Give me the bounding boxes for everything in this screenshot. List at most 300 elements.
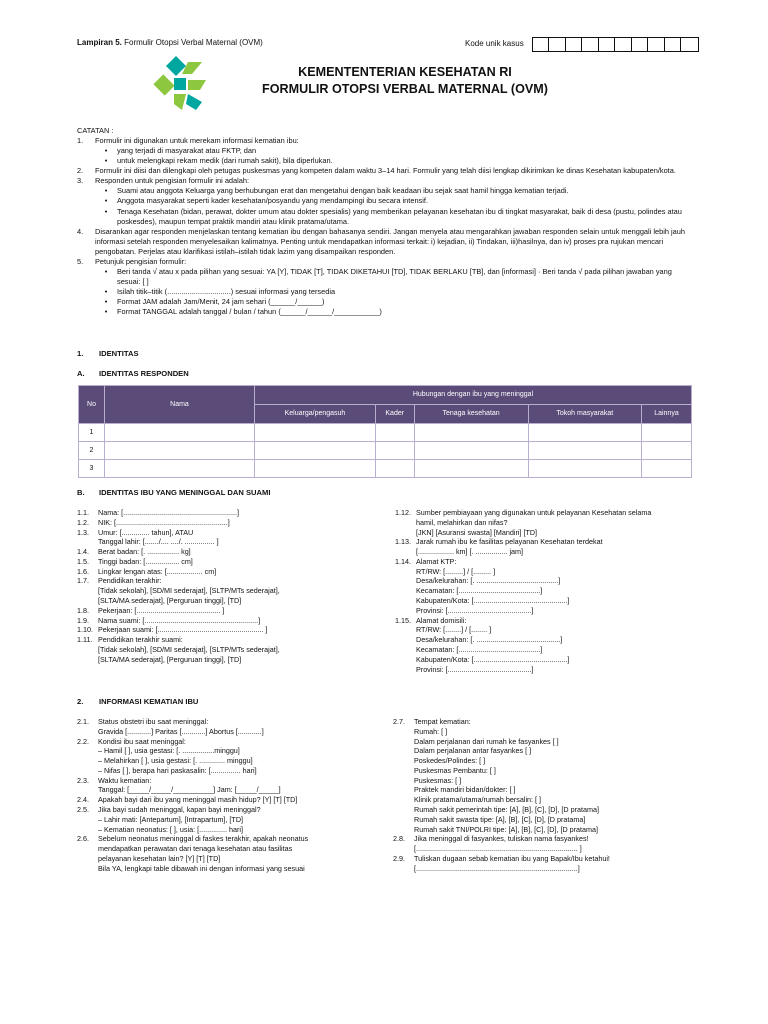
notes-list [77, 136, 692, 317]
note-number: 1. [77, 136, 84, 146]
field-number: 1.2. [77, 517, 89, 527]
field-number: 2.1. [77, 717, 89, 726]
field-text: Waktu kematian: [98, 775, 152, 785]
field-number: 1.13. [395, 537, 411, 547]
col-header-cadre: Kader [375, 405, 414, 424]
field-number [393, 805, 414, 815]
field-number [395, 635, 416, 645]
col-header-name: Nama [105, 386, 255, 424]
field-text: Pendidikan terakhir suami: [98, 635, 183, 645]
form-field[interactable] [77, 655, 377, 665]
field-text: Puskesmas: [ ] [414, 775, 462, 785]
form-field[interactable] [77, 596, 377, 606]
field-number [393, 844, 414, 854]
notes-section [77, 126, 692, 317]
form-field[interactable] [395, 537, 695, 547]
form-field[interactable] [77, 834, 387, 844]
form-field[interactable] [393, 727, 693, 737]
note-item [77, 136, 692, 146]
field-text: Dalam perjalanan antar fasyankes [ ] [414, 746, 532, 756]
form-field[interactable] [77, 567, 377, 577]
note-number: 4. [77, 226, 84, 236]
field-text: Praktek mandiri bidan/dokter: [ ] [414, 785, 516, 795]
field-text: – Lahir mati: [Antepartum], [Intrapartum], [TD] [98, 814, 244, 824]
note-bullet-text: Suami atau anggota Keluarga yang berhubungan erat dan mengetahui dengan baik keadaan ibu sejak saat hamil hingga kematian terjadi. [117, 186, 569, 196]
form-field[interactable] [395, 625, 695, 635]
form-field[interactable] [393, 766, 693, 776]
note-text: Formulir ini diisi dan dilengkapi oleh petugas puskesmas yang kompeten dalam waktu 3–14 hari. Formulir yang telah diisi lengkap dikirimkan ke dinas Kesehatan kabupaten/kota. [95, 166, 676, 176]
form-field[interactable] [395, 616, 695, 626]
section-2-heading [77, 697, 198, 707]
field-text: Tanggal lahir: [......./.... ..../. ............... ] [98, 537, 219, 547]
field-number [77, 815, 98, 825]
table-cell[interactable] [255, 424, 376, 442]
note-bullet [77, 186, 692, 196]
table-cell[interactable] [105, 442, 255, 460]
note-number: 5. [77, 256, 84, 266]
section-1-heading [77, 349, 139, 359]
field-number [395, 596, 416, 606]
field-text: [SLTA/MA sederajat], [Perguruan tinggi], [TD] [98, 596, 242, 606]
field-number: 1.4. [77, 547, 89, 557]
field-number: 1.7. [77, 576, 89, 586]
field-text: RT/RW: [........] / [........ ] [416, 625, 492, 635]
form-field[interactable] [393, 785, 693, 795]
form-field[interactable] [77, 508, 377, 518]
form-field[interactable] [395, 508, 695, 518]
table-cell[interactable] [255, 442, 376, 460]
field-text: [.................. km] [. ................ jam] [416, 547, 524, 557]
field-text: Nama suami: [.........................................................] [98, 615, 261, 625]
field-text: Sebelum neonatus meninggal di faskes terakhir, apakah neonatus [98, 834, 309, 844]
section-b-number: B. [77, 488, 85, 497]
note-bullet [77, 307, 692, 317]
field-number [395, 665, 416, 675]
row-number: 1 [79, 424, 105, 442]
col-header-health-worker: Tenaga kesehatan [414, 405, 528, 424]
bullet-icon: • [104, 287, 108, 296]
table-cell[interactable] [414, 460, 528, 478]
field-text: [Tidak sekolah], [SD/MI sederajat], [SLTP/MTs sederajat], [98, 586, 280, 596]
field-text: – Nifas [ ], berapa hari paskasalin: [............... hari] [98, 765, 257, 775]
form-field[interactable] [77, 776, 387, 786]
field-number: 2.9. [393, 853, 405, 863]
field-number [393, 756, 414, 766]
case-code-digit-box[interactable] [681, 38, 698, 51]
note-bullet-text: Isilah titik–titik (...............................) sesuai informasi yang tersedia [117, 287, 336, 296]
field-number [395, 625, 416, 635]
case-code [465, 37, 699, 52]
field-text: Pekerjaan suami: [..................................................... ] [98, 625, 268, 635]
field-number: 1.5. [77, 556, 89, 566]
form-field[interactable] [393, 805, 693, 815]
form-field[interactable] [395, 596, 695, 606]
field-text: Puskesmas Pembantu: [ ] [414, 765, 496, 775]
field-number: 2.6. [77, 834, 89, 844]
table-cell[interactable] [255, 460, 376, 478]
field-number [395, 547, 416, 557]
bullet-icon: • [104, 206, 108, 216]
notes-heading: CATATAN : [77, 126, 114, 135]
bullet-icon: • [104, 196, 108, 206]
form-field[interactable] [77, 805, 387, 815]
field-text: – Kematian neonatus: [ ], usia: [.............. hari] [98, 824, 244, 834]
table-cell[interactable] [414, 442, 528, 460]
note-bullet-text: Anggota masyarakat seperti kader kesehatan/posyandu yang mendampingi ibu secara intensif. [117, 196, 429, 206]
field-number [395, 518, 416, 528]
field-text: [Tidak sekolah], [SD/MI sederajat], [SLTP/MTs sederajat], [98, 644, 280, 654]
field-number: 1.6. [77, 566, 89, 576]
note-number: 3. [77, 176, 84, 186]
form-field[interactable] [77, 795, 387, 805]
case-code-digit-box[interactable] [549, 38, 566, 51]
field-text: Umur: [.............. tahun], ATAU [98, 527, 194, 537]
form-field[interactable] [77, 825, 387, 835]
form-field[interactable] [393, 746, 693, 756]
attachment-title: Formulir Otopsi Verbal Maternal (OVM) [121, 38, 263, 47]
field-text: Apakah bayi dari ibu yang meninggal masih hidup? [Y] [T] [TD] [98, 795, 298, 805]
field-number [393, 737, 414, 747]
field-text: Kondisi ibu saat meninggal: [98, 736, 186, 746]
field-number [395, 606, 416, 616]
field-text: Tanggal: [_____/_____/__________] Jam: [_____/_____] [98, 785, 281, 795]
field-text: Status obstetri ibu saat meninggal: [98, 717, 209, 726]
table-row [79, 442, 692, 460]
attachment-label [77, 38, 263, 49]
field-number [393, 776, 414, 786]
form-field[interactable] [393, 815, 693, 825]
note-bullet [77, 207, 692, 227]
table-cell[interactable] [375, 442, 414, 460]
col-header-family: Keluarga/pengasuh [255, 405, 376, 424]
field-text: [................................................................................. ] [414, 844, 582, 854]
field-number [77, 854, 98, 864]
field-number [77, 596, 98, 606]
field-text: Sumber pembiayaan yang digunakan untuk pelayanan Kesehatan selama [416, 508, 652, 517]
form-field[interactable] [395, 576, 695, 586]
field-text: Desa/kelurahan: [. ..........................................] [416, 635, 563, 645]
death-info-left-column [77, 717, 387, 874]
bullet-icon: • [104, 186, 108, 196]
note-number: 2. [77, 166, 84, 176]
table-cell[interactable] [641, 460, 691, 478]
field-number: 1.15. [395, 615, 411, 625]
note-bullet [77, 156, 692, 166]
identity-right-column [395, 508, 695, 674]
form-field[interactable] [77, 864, 387, 874]
form-field[interactable] [395, 665, 695, 675]
note-item [77, 176, 692, 186]
respondent-table [78, 385, 692, 478]
note-bullet [77, 267, 692, 287]
form-field[interactable] [77, 844, 387, 854]
form-field[interactable] [77, 727, 387, 737]
field-text: [.................................................................................] [414, 863, 580, 873]
section-a-number: A. [77, 369, 85, 378]
col-header-no: No [79, 386, 105, 424]
section-b-label: IDENTITAS IBU YANG MENINGGAL DAN SUAMI [99, 488, 271, 497]
form-field[interactable] [395, 518, 695, 528]
case-code-digit-box[interactable] [533, 38, 550, 51]
row-number: 2 [79, 442, 105, 460]
form-field[interactable] [77, 635, 377, 645]
field-number [393, 766, 414, 776]
form-field[interactable] [393, 834, 693, 844]
field-text: Desa/kelurahan: [. .........................................] [416, 576, 561, 586]
form-field[interactable] [395, 547, 695, 557]
field-number: 2.2. [77, 736, 89, 746]
field-number [395, 567, 416, 577]
field-number [77, 537, 98, 547]
section-2-label: INFORMASI KEMATIAN IBU [99, 697, 199, 706]
field-text: Poskedes/Polindes: [ ] [414, 756, 486, 766]
case-code-boxes [532, 37, 699, 52]
field-text: Jarak rumah ibu ke fasilitas pelayanan Kesehatan terdekat [416, 537, 603, 547]
field-number: 1.12. [395, 508, 411, 517]
note-bullet [77, 287, 692, 297]
field-number [393, 746, 414, 756]
note-item [77, 257, 692, 267]
form-field[interactable] [77, 537, 377, 547]
field-text: Lingkar lengan atas: [.................. cm] [98, 566, 217, 576]
form-field[interactable] [393, 737, 693, 747]
field-number [77, 586, 98, 596]
field-number: 1.9. [77, 615, 89, 625]
table-cell[interactable] [105, 424, 255, 442]
form-field[interactable] [393, 756, 693, 766]
case-code-digit-box[interactable] [582, 38, 599, 51]
field-text: Bila YA, lengkapi table dibawah ini dengan informasi yang sesuai [98, 863, 305, 873]
note-text: Disarankan agar responden menjelaskan tentang kematian ibu dengan bahasanya sendiri. Jangan menyela atau mengarahkan jawaban responden selain untuk menggali lebih jauh informasi setelah responden menyelesaikan kalimatnya. Penting untuk mendapatkan informasi terkait: i) kejadian, ii) Tindakan, iii)hasilnya, dan iv) proses pra rujukan mencari pengobatan. Perjelas atau klarifikasi istilah–istilah tidak lazim yang disampaikan responden. [95, 226, 686, 256]
form-field[interactable] [77, 717, 387, 727]
field-number: 1.10. [77, 625, 93, 635]
field-text: Tuliskan dugaan sebab kematian ibu yang Bapak/Ibu ketahui! [414, 853, 610, 863]
form-field[interactable] [395, 655, 695, 665]
case-code-digit-box[interactable] [566, 38, 583, 51]
form-field[interactable] [77, 616, 377, 626]
field-text: Alamat domisili: [416, 615, 467, 625]
field-number [393, 825, 414, 835]
field-number [393, 785, 414, 795]
form-field[interactable] [77, 625, 377, 635]
field-number: 2.7. [393, 717, 405, 726]
field-text: Kecamatan: [.........................................] [416, 644, 543, 654]
form-field[interactable] [77, 854, 387, 864]
field-text: Kecamatan: [.........................................] [416, 586, 543, 596]
form-field[interactable] [77, 586, 377, 596]
note-bullet-text: Format TANGGAL adalah tanggal / bulan / tahun (______/______/___________) [117, 307, 382, 317]
form-title-line1: KEMENTENTERIAN KESEHATAN RI [298, 65, 512, 79]
field-text: pelayanan kesehatan lain? [Y] [T] [TD] [98, 853, 221, 863]
note-text: Formulir ini digunakan untuk merekam informasi kematian ibu: [95, 136, 299, 146]
field-number: 1.1. [77, 508, 89, 517]
form-field[interactable] [393, 717, 693, 727]
field-number [393, 815, 414, 825]
row-number: 3 [79, 460, 105, 478]
field-number: 2.5. [77, 805, 89, 815]
form-field[interactable] [77, 547, 377, 557]
case-code-digit-box[interactable] [665, 38, 682, 51]
field-number: 2.8. [393, 834, 405, 844]
note-bullet [77, 146, 692, 156]
field-number [395, 645, 416, 655]
field-text: [JKN] [Asuransi swasta] [Mandiri] [TD] [416, 527, 538, 537]
field-number [77, 645, 98, 655]
field-text: Rumah sakit pemerintah tipe: [A], [B], [C], [D], [D pratama] [414, 805, 599, 815]
bullet-icon: • [104, 146, 108, 156]
section-b-heading [77, 488, 270, 498]
case-code-label: Kode unik kasus [465, 39, 524, 49]
field-number: 1.11. [77, 635, 93, 645]
table-cell[interactable] [105, 460, 255, 478]
col-header-other: Lainnya [641, 405, 691, 424]
form-field[interactable] [77, 576, 377, 586]
section-1-label: IDENTITAS [99, 349, 139, 358]
form-field[interactable] [77, 756, 387, 766]
field-text: hamil, melahirkan dan nifas? [416, 517, 508, 527]
section-2-number: 2. [77, 697, 84, 706]
field-text: Kabupaten/Kota: [...............................................] [416, 596, 570, 606]
field-text: Klinik pratama/utama/rumah bersalin: [ ] [414, 795, 542, 805]
form-field[interactable] [77, 766, 387, 776]
field-text: Rumah: [ ] [414, 726, 448, 736]
form-field[interactable] [395, 586, 695, 596]
table-row [79, 424, 692, 442]
form-field[interactable] [395, 528, 695, 538]
note-bullet-text: yang terjadi di masyarakat atau FKTP, dan [117, 146, 257, 156]
form-field[interactable] [393, 795, 693, 805]
field-number [77, 655, 98, 665]
form-title [210, 64, 600, 97]
form-field[interactable] [395, 567, 695, 577]
form-field[interactable] [393, 854, 693, 864]
form-field[interactable] [77, 746, 387, 756]
field-text: Rumah sakit TNI/POLRI tipe: [A], [B], [C], [D], [D pratama] [414, 824, 599, 834]
form-field[interactable] [395, 557, 695, 567]
field-text: [SLTA/MA sederajat], [Perguruan tinggi], [TD] [98, 654, 242, 664]
note-bullet-text: Tenaga Kesehatan (bidan, perawat, dokter umum atau dokter spesialis) yang memberikan pelayanan kesehatan ibu di tingkat masyarakat, baik di desa (pustu, polindes atau poskesdes), maupun tempat praktik mandiri atau klinik pratama/utama. [117, 206, 682, 226]
case-code-digit-box[interactable] [599, 38, 616, 51]
case-code-digit-box[interactable] [632, 38, 649, 51]
field-text: Pekerjaan: [.......................................... ] [98, 605, 225, 615]
note-bullet-text: Beri tanda √ atau x pada pilihan yang sesuai: YA [Y], TIDAK [T], TIDAK DIKETAHUI [TD], TIDAK BERLAKU [TB], dan [informasi] · Beri tanda √ pada pilihan jawaban yang sesuai: [ ] [117, 266, 672, 286]
field-text: Nama: [.........................................................] [98, 508, 239, 517]
field-number [77, 844, 98, 854]
form-field[interactable] [77, 815, 387, 825]
form-field[interactable] [393, 864, 693, 874]
form-title-line2: FORMULIR OTOPSI VERBAL MATERNAL (OVM) [262, 81, 548, 96]
field-number [395, 576, 416, 586]
field-number [77, 785, 98, 795]
field-text: Berat badan: [. ................ kg] [98, 547, 191, 557]
col-header-relationship: Hubungan dengan ibu yang meninggal [255, 386, 692, 405]
form-field[interactable] [395, 606, 695, 616]
field-number [395, 655, 416, 665]
form-field[interactable] [395, 635, 695, 645]
bullet-icon: • [104, 266, 108, 276]
table-cell[interactable] [375, 460, 414, 478]
form-field[interactable] [393, 844, 693, 854]
field-number [77, 727, 98, 737]
field-number: 2.4. [77, 795, 89, 805]
field-number: 1.14. [395, 556, 411, 566]
field-text: NIK: [........................................................] [98, 517, 230, 527]
case-code-digit-box[interactable] [615, 38, 632, 51]
field-number [77, 756, 98, 766]
table-cell[interactable] [528, 442, 641, 460]
field-number [77, 825, 98, 835]
field-text: Tempat kematian: [414, 717, 471, 726]
field-number [395, 586, 416, 596]
attachment-number: Lampiran 5. [77, 38, 122, 47]
bullet-icon: • [104, 156, 108, 166]
form-field[interactable] [393, 776, 693, 786]
field-number [77, 746, 98, 756]
table-row [79, 460, 692, 478]
ministry-logo [152, 52, 216, 116]
field-text: Gravida [............] Paritas [............] Abortus [............] [98, 726, 264, 736]
table-cell[interactable] [528, 460, 641, 478]
field-text: Pendidikan terakhir: [98, 576, 162, 586]
field-text: Jika meninggal di fasyankes, tuliskan nama fasyankes! [414, 834, 589, 844]
note-text: Petunjuk pengisian formulir: [95, 256, 187, 266]
field-text: Alamat KTP: [416, 556, 457, 566]
form-field[interactable] [77, 528, 377, 538]
field-text: Dalam perjalanan dari rumah ke fasyankes [ ] [414, 736, 559, 746]
field-text: Provinsi: [..........................................] [416, 664, 534, 674]
note-item [77, 227, 692, 257]
field-text: Tinggi badan: [................. cm] [98, 556, 193, 566]
form-field[interactable] [77, 557, 377, 567]
table-cell[interactable] [641, 424, 691, 442]
note-bullet-text: untuk melengkapi rekam medik (dari rumah sakit), bila diperlukan. [117, 156, 333, 166]
note-text: Responden untuk pengisian formulir ini adalah: [95, 176, 250, 186]
section-a-heading [77, 369, 189, 379]
table-cell[interactable] [414, 424, 528, 442]
note-bullet [77, 297, 692, 307]
form-field[interactable] [77, 785, 387, 795]
field-text: – Hamil [ ], usia gestasi: [. ................minggu] [98, 746, 240, 756]
field-number [77, 766, 98, 776]
table-cell[interactable] [528, 424, 641, 442]
field-text: Jika bayi sudah meninggal, kapan bayi meninggal? [98, 805, 261, 815]
table-cell[interactable] [641, 442, 691, 460]
col-header-community-leader: Tokoh masyarakat [528, 405, 641, 424]
bullet-icon: • [104, 297, 108, 307]
case-code-digit-box[interactable] [648, 38, 665, 51]
form-field[interactable] [77, 645, 377, 655]
bullet-icon: • [104, 307, 108, 317]
death-info-right-column [393, 717, 693, 874]
identity-left-column [77, 508, 377, 665]
note-bullet [77, 196, 692, 206]
form-field[interactable] [77, 606, 377, 616]
form-field[interactable] [77, 737, 387, 747]
field-text: Kabupaten/Kota: [...............................................] [416, 654, 570, 664]
table-cell[interactable] [375, 424, 414, 442]
field-number [393, 795, 414, 805]
section-a-label: IDENTITAS RESPONDEN [99, 369, 189, 378]
section-1-number: 1. [77, 349, 84, 358]
form-field[interactable] [395, 645, 695, 655]
field-text: RT/RW: [.........] / [......... ] [416, 566, 496, 576]
field-number [395, 528, 416, 538]
form-field[interactable] [77, 518, 377, 528]
field-number: 2.3. [77, 775, 89, 785]
form-field[interactable] [393, 825, 693, 835]
field-text: Provinsi: [..........................................] [416, 605, 534, 615]
field-text: – Melahirkan [ ], usia gestasi: [. ............. minggu] [98, 756, 253, 766]
